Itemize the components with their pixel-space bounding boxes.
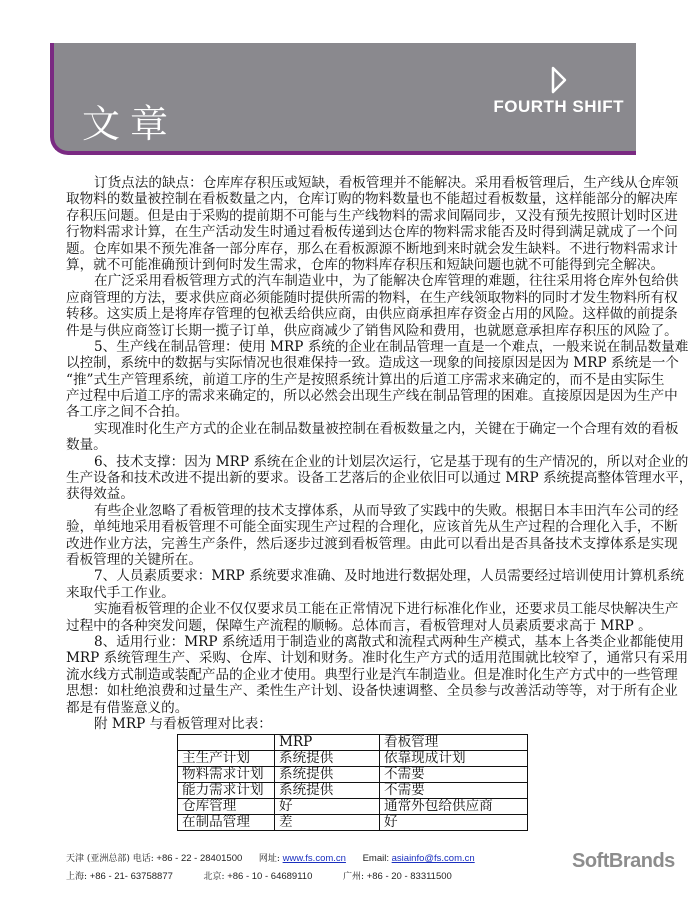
tianjin-label: 天津 (亚洲总部) 电话: bbox=[66, 854, 154, 864]
text-line: 5、生产线在制品管理：使用 MRP 系统的企业在制品管理一直是一个难点，一般来说在制品数量难 bbox=[94, 338, 689, 355]
table-cell: MRP bbox=[275, 735, 380, 751]
text-line: 思想：如杜绝浪费和过量生产、柔性生产计划、设备快速调整、全员参与改善活动等等，对于所有企业 bbox=[66, 683, 678, 700]
email-label: Email: bbox=[362, 853, 389, 864]
table-cell: 系统提供 bbox=[275, 783, 380, 799]
text-line: 实现准时化生产方式的企业在制品数量被控制在看板数量之内，关键在于确定一个合理有效的看板 bbox=[94, 420, 679, 437]
softbrands-logo: SoftBrands bbox=[572, 850, 675, 872]
text-line: 生产设备和技术改进不提出新的要求。设备工艺落后的企业依旧可以通过 MRP 系统提高整体管理水平， bbox=[66, 470, 693, 487]
text-line: 有些企业忽略了看板管理的技术支撑体系，从而导致了实践中的失败。根据日本丰田汽车公司的经 bbox=[94, 502, 679, 519]
text-line: 过程中的各种突发问题，保障生产流程的顺畅。总体而言，看板管理对人员素质要求高于 MRP 。 bbox=[66, 617, 652, 634]
shanghai-phone: +86 - 21- 63758877 bbox=[89, 871, 173, 882]
text-line: 改进作业方法，完善生产条件，然后逐步过渡到看板管理。由此可以看出是否具备技术支撑体系是实现 bbox=[66, 535, 678, 552]
email-link[interactable]: asiainfo@fs.com.cn bbox=[391, 853, 475, 864]
table-cell: 看板管理 bbox=[380, 735, 528, 751]
page-title: 文章 bbox=[82, 102, 179, 146]
text-line: 取物料的数量被控制在看板数量之内，仓库订购的物料数量也不能超过看板数量，这样能部分的解决库 bbox=[66, 191, 678, 208]
text-line: 都是有借鉴意义的。 bbox=[66, 699, 189, 716]
paragraph bbox=[66, 338, 689, 421]
paragraph bbox=[66, 273, 679, 339]
text-line: 6、技术支撑：因为 MRP 系统在企业的计划层次运行，它是基于现有的生产情况的，所以对企业的 bbox=[94, 453, 689, 470]
article-body bbox=[66, 175, 693, 831]
paragraph bbox=[66, 175, 679, 273]
text-line: 8、适用行业：MRP 系统适用于制造业的离散式和流程式两种生产模式，基本上各类企业都能使用 bbox=[94, 633, 685, 650]
text-line: 附 MRP 与看板管理对比表： bbox=[94, 715, 272, 732]
text-line: 各工序之间不合拍。 bbox=[66, 404, 189, 421]
paragraph bbox=[66, 633, 689, 716]
text-line: 获得效益。 bbox=[66, 486, 134, 503]
table-cell: 仓库管理 bbox=[178, 799, 275, 815]
table-cell: 主生产计划 bbox=[178, 751, 275, 767]
text-line: 流水线方式制造或装配产品的企业才使用。典型行业是汽车制造业。但是准时化生产方式中的一些管理 bbox=[66, 666, 678, 683]
table-header-row bbox=[178, 735, 528, 751]
guangzhou-label: 广州: bbox=[343, 872, 365, 882]
play-arrow-icon bbox=[550, 65, 568, 95]
beijing-phone: +86 - 10 - 64689110 bbox=[227, 871, 313, 882]
table-row bbox=[178, 767, 528, 783]
guangzhou-phone: +86 - 20 - 83311500 bbox=[366, 871, 452, 882]
paragraph bbox=[66, 716, 632, 732]
table-cell: 能力需求计划 bbox=[178, 783, 275, 799]
table-cell: 好 bbox=[380, 815, 528, 831]
paragraph bbox=[66, 453, 693, 503]
text-line: 看板管理的关键所在。 bbox=[66, 551, 202, 568]
web-label: 网址: bbox=[258, 854, 280, 864]
text-line: “推”式生产管理系统，前道工序的生产是按照系统计算出的后道工序需求来确定的，而不是由实际生 bbox=[66, 371, 665, 388]
header-banner bbox=[50, 43, 636, 155]
table-cell: 物料需求计划 bbox=[178, 767, 275, 783]
text-line: 件是与供应商签订长期一揽子订单，供应商减少了销售风险和费用，也就愿意承担库存积压的风险了。 bbox=[66, 322, 678, 339]
text-line: 数量。 bbox=[66, 437, 107, 454]
text-line: 7、人员素质要求：MRP 系统要求准确、及时地进行数据处理，人员需要经过培训使用计算机系统 bbox=[94, 568, 685, 585]
footer-contacts bbox=[66, 850, 475, 886]
table-cell: 不需要 bbox=[380, 767, 528, 783]
text-line: 题。仓库如果不预先准备一部分库存，那么在看板源源不断地到来时就会发生缺料。不进行物料需求计 bbox=[66, 240, 678, 257]
table-cell: 差 bbox=[275, 815, 380, 831]
table-cell: 系统提供 bbox=[275, 767, 380, 783]
text-line: 产过程中后道工序的需求来确定的，所以必然会出现生产线在制品管理的困难。直接原因是因为生产中 bbox=[66, 388, 678, 405]
text-line: 实施看板管理的企业不仅仅要求员工能在正常情况下进行标准化作业，还要求员工能尽快解决生产 bbox=[94, 601, 679, 618]
text-line: 行物料需求计算，在生产活动发生时通过看板传递到达仓库的物料需求能否及时得到满足就成了一个问 bbox=[66, 224, 678, 241]
table-cell: 通常外包给供应商 bbox=[380, 799, 528, 815]
paragraph bbox=[66, 420, 679, 454]
fourth-shift-logo bbox=[493, 65, 624, 117]
text-line: 来取代手工作业。 bbox=[66, 584, 175, 601]
table-cell: 不需要 bbox=[380, 783, 528, 799]
paragraph bbox=[66, 601, 679, 634]
paragraph bbox=[66, 568, 685, 601]
table-row bbox=[178, 799, 528, 815]
text-line: 订货点法的缺点：仓库库存积压或短缺，看板管理并不能解决。采用看板管理后，生产线从仓库领 bbox=[94, 175, 679, 191]
text-line: 在广泛采用看板管理方式的汽车制造业中，为了能解决仓库管理的难题，往往采用将仓库外包给供 bbox=[94, 273, 679, 290]
beijing-label: 北京: bbox=[203, 872, 225, 882]
text-line: 应商管理的方法，要求供应商必须能随时提供所需的物料，在生产线领取物料的同时才发生物料所有权 bbox=[66, 289, 678, 306]
paragraph bbox=[66, 502, 679, 569]
logo-text: FOURTH SHIFT bbox=[493, 97, 624, 116]
footer-line-1 bbox=[66, 850, 475, 868]
table-cell: 系统提供 bbox=[275, 751, 380, 767]
table-cell bbox=[178, 735, 275, 751]
text-line: MRP 系统管理生产、采购、仓库、计划和财务。准时化生产方式的适用范围就比较窄了，通常只有采用 bbox=[66, 650, 689, 667]
table-row bbox=[178, 783, 528, 799]
text-line: 存积压问题。但是由于采购的提前期不可能与生产线物料的需求间隔同步，又没有预先按照计划时区进 bbox=[66, 207, 678, 224]
table-cell: 好 bbox=[275, 799, 380, 815]
comparison-table bbox=[177, 734, 528, 831]
table-cell: 依靠现成计划 bbox=[380, 751, 528, 767]
website-link[interactable]: www.fs.com.cn bbox=[282, 853, 346, 864]
text-line: 验，单纯地采用看板管理不可能全面实现生产过程的合理化，应该首先从生产过程的合理化入手，不断 bbox=[66, 519, 678, 536]
text-line: 转移。这实质上是将库存管理的包袱丢给供应商，由供应商承担库存资金占用的风险。这样做的前提条 bbox=[66, 306, 678, 323]
shanghai-label: 上海: bbox=[66, 872, 88, 882]
table-row bbox=[178, 815, 528, 831]
tianjin-phone: +86 - 22 - 28401500 bbox=[156, 853, 243, 864]
text-line: 算，就不可能准确预计到何时发生需求，仓库的物料库存积压和短缺问题也就不可能得到完全解决。 bbox=[66, 256, 665, 273]
text-line: 以控制，系统中的数据与实际情况也很难保持一致。造成这一现象的间接原因是因为 MRP 系统是一个 bbox=[66, 355, 679, 372]
footer-line-2 bbox=[66, 868, 475, 886]
table-row bbox=[178, 751, 528, 767]
table-cell: 在制品管理 bbox=[178, 815, 275, 831]
paragraphs bbox=[66, 175, 693, 732]
